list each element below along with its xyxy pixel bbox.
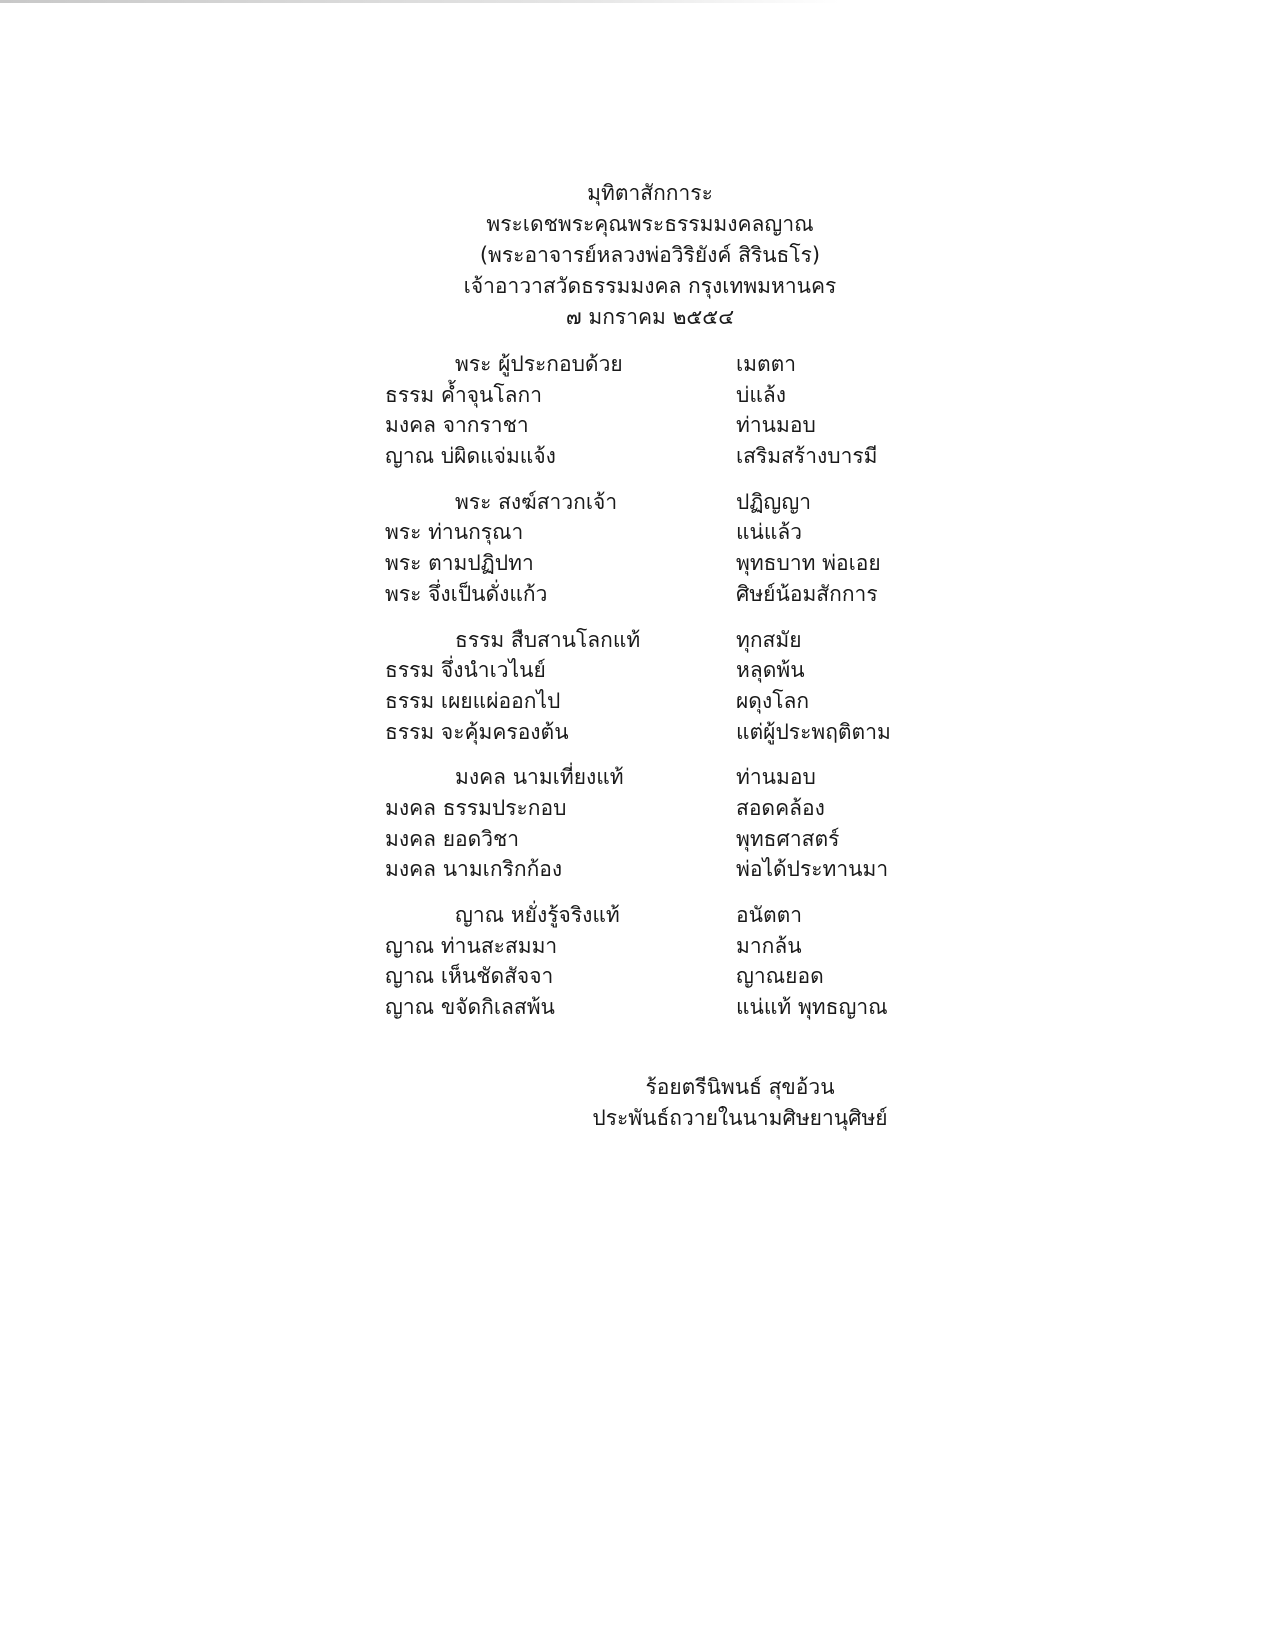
poem-line-second-half: พ่อได้ประทานมา [736,857,889,882]
author-name: ร้อยตรีนิพนธ์ สุขอ้วน [645,1075,835,1099]
poem-line [0,548,1275,579]
scan-edge [0,0,840,3]
poem-line-second-half: ปฏิญญา [736,489,812,514]
header-honoree: พระเดชพระคุณพระธรรมมงคลญาณ [486,212,814,236]
poem-line-first-half: มงคล ยอดวิชา [385,826,520,851]
header-position: เจ้าอาวาสวัดธรรมมงคล กรุงเทพมหานคร [463,274,837,298]
poem-line [0,655,1275,686]
poem-line [0,487,1275,518]
poem-line [0,349,1275,380]
poem-line-second-half: ศิษย์น้อมสักการ [736,581,878,606]
poem-line-second-half: ท่านมอบ [736,765,816,790]
header [300,178,1000,333]
stanza [0,349,1275,472]
poem-line [0,824,1275,855]
poem-line-second-half: สอดคล้อง [736,795,825,820]
poem-line-first-half: พระ ผู้ประกอบด้วย [455,352,623,376]
poem-line-first-half: ญาณ หยั่งรู้จริงแท้ [455,903,620,927]
poem [0,349,1275,1038]
header-date: ๗ มกราคม ๒๕๕๔ [565,305,735,329]
poem-line [0,961,1275,992]
poem-line-first-half: ญาณ บ่ผิดแจ่มแจ้ง [385,444,556,469]
poem-line [0,931,1275,962]
poem-line-first-half: ธรรม จึ่งนำเวไนย์ [385,658,546,683]
poem-line-first-half: พระ สงฆ์สาวกเจ้า [455,489,618,514]
poem-line-first-half: ญาณ ขจัดกิเลสพ้น [385,995,555,1020]
poem-line-first-half: ญาณ ท่านสะสมมา [385,933,558,958]
poem-line-first-half: พระ จึ่งเป็นดั่งแก้ว [385,581,548,606]
poem-line-second-half: ท่านมอบ [736,413,816,438]
poem-line-first-half: พระ ตามปฏิปทา [385,551,534,576]
poem-line-first-half: มงคล จากราชา [385,413,529,438]
poem-line [0,517,1275,548]
poem-line-second-half: พุทธบาท พ่อเอย [736,551,881,576]
stanza [0,625,1275,748]
poem-line-second-half: แน่แล้ว [736,520,803,545]
stanza [0,487,1275,610]
stanza [0,900,1275,1023]
poem-line [0,410,1275,441]
poem-line [0,441,1275,472]
poem-line-first-half: มงคล นามเที่ยงแท้ [455,765,624,790]
signature-block [540,1072,940,1134]
dedication-line: ประพันธ์ถวายในนามศิษยานุศิษย์ [592,1106,888,1130]
poem-line [0,686,1275,717]
poem-line-first-half: มงคล นามเกริกก้อง [385,857,563,882]
poem-line-first-half: ธรรม จะคุ้มครองต้น [385,719,569,744]
poem-line-first-half: ญาณ เห็นชัดสัจจา [385,964,554,989]
stanza [0,762,1275,885]
poem-line-second-half: ทุกสมัย [736,627,802,652]
header-honoree-name: (พระอาจารย์หลวงพ่อวิริยังค์ สิรินธโร) [479,243,821,267]
poem-line [0,762,1275,793]
poem-line-second-half: ญาณยอด [736,964,824,989]
poem-line-first-half: มงคล ธรรมประกอบ [385,795,567,820]
poem-line-second-half: พุทธศาสตร์ [736,826,840,851]
poem-line-second-half: แต่ผู้ประพฤติตาม [736,719,891,744]
poem-line [0,992,1275,1023]
poem-line [0,579,1275,610]
poem-line [0,854,1275,885]
poem-line [0,717,1275,748]
poem-line-first-half: พระ ท่านกรุณา [385,520,524,545]
poem-line-second-half: อนัตตา [736,903,803,927]
poem-line [0,793,1275,824]
poem-line-second-half: เมตตา [736,352,797,376]
header-title: มุทิตาสักการะ [587,181,713,205]
poem-line [0,380,1275,411]
poem-line-second-half: ผดุงโลก [736,688,810,713]
poem-line-first-half: ธรรม สืบสานโลกแท้ [455,627,641,652]
poem-line-second-half: บ่แล้ง [736,382,786,407]
poem-line-second-half: เสริมสร้างบารมี [736,444,878,469]
poem-line-first-half: ธรรม เผยแผ่ออกไป [385,688,561,713]
poem-line [0,900,1275,931]
poem-line [0,625,1275,656]
poem-line-second-half: หลุดพ้น [736,658,805,683]
poem-line-first-half: ธรรม ค้ำจุนโลกา [385,382,543,407]
poem-line-second-half: มากล้น [736,933,802,958]
poem-line-second-half: แน่แท้ พุทธญาณ [736,995,888,1020]
